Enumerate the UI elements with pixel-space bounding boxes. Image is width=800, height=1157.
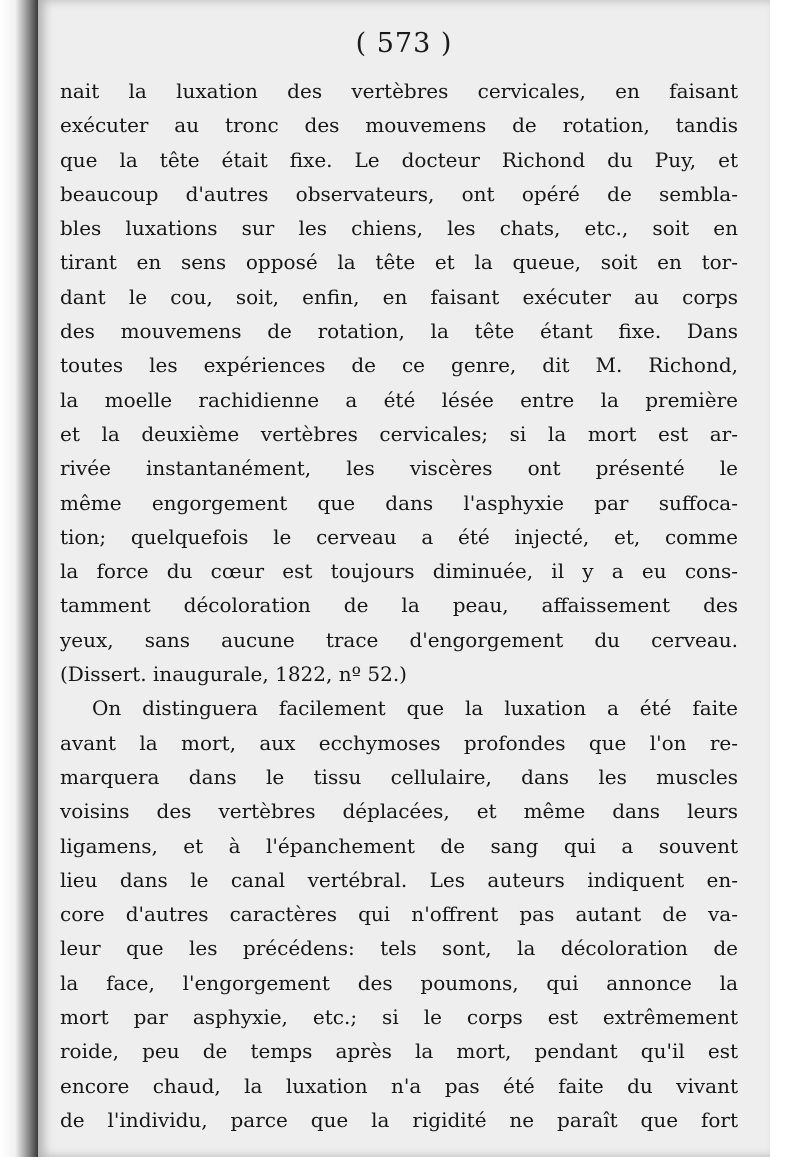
text-line: core d'autres caractères qui n'offrent pas autant de va- [60, 902, 738, 927]
paragraph-start-line: On distinguera facilement que la luxation a été faite [92, 696, 738, 721]
text-line: mort par asphyxie, etc.; si le corps est extrêmement [60, 1005, 738, 1030]
text-line: marquera dans le tissu cellulaire, dans les muscles [60, 764, 738, 789]
text-line: tirant en sens opposé la tête et la queue, soit en tor- [60, 250, 738, 275]
text-line: dant le cou, soit, enfin, en faisant exécuter au corps [60, 284, 738, 309]
text-line: des mouvemens de rotation, la tête étant fixe. Dans [60, 319, 738, 344]
text-line: leur que les précédens: tels sont, la décoloration de [60, 936, 738, 961]
text-line: la face, l'engorgement des poumons, qui annonce la [60, 970, 738, 995]
text-line: yeux, sans aucune trace d'engorgement du cerveau. [60, 627, 738, 652]
text-line: roide, peu de temps après la mort, pendant qu'il est [60, 1039, 738, 1064]
scan-margin-shadow [0, 0, 38, 1157]
text-line: avant la mort, aux ecchymoses profondes que l'on re- [60, 730, 738, 755]
book-page [38, 0, 770, 1157]
text-line: tion; quelquefois le cerveau a été injecté, et, comme [60, 524, 738, 549]
page-number: ( 573 ) [355, 28, 453, 59]
text-line: rivée instantanément, les viscères ont présenté le [60, 456, 738, 481]
text-line: toutes les expériences de ce genre, dit M. Richond, [60, 353, 738, 378]
text-line: tamment décoloration de la peau, affaissement des [60, 593, 738, 618]
text-line: exécuter au tronc des mouvemens de rotation, tandis [60, 113, 738, 138]
text-line: de l'individu, parce que la rigidité ne paraît que fort [60, 1107, 738, 1132]
text-line: bles luxations sur les chiens, les chats, etc., soit en [60, 216, 738, 241]
text-line: que la tête était fixe. Le docteur Richond du Puy, et [60, 147, 738, 172]
text-line: beaucoup d'autres observateurs, ont opéré de sembla- [60, 181, 738, 206]
text-line: la moelle rachidienne a été lésée entre la première [60, 387, 738, 412]
text-line: encore chaud, la luxation n'a pas été faite du vivant [60, 1073, 738, 1098]
text-line: nait la luxation des vertèbres cervicales, en faisant [60, 79, 738, 103]
text-line: et la deuxième vertèbres cervicales; si la mort est ar- [60, 421, 738, 446]
text-line: lieu dans le canal vertébral. Les auteurs indiquent en- [60, 867, 738, 892]
text-line: même engorgement que dans l'asphyxie par suffoca- [60, 490, 738, 515]
body-text [60, 74, 738, 1137]
text-line: la force du cœur est toujours diminuée, il y a eu cons- [60, 559, 738, 584]
citation-line: (Dissert. inaugurale, 1822, nº 52.) [60, 662, 407, 687]
text-line: voisins des vertèbres déplacées, et même dans leurs [60, 799, 738, 824]
text-line: ligamens, et à l'épanchement de sang qui a souvent [60, 833, 738, 858]
